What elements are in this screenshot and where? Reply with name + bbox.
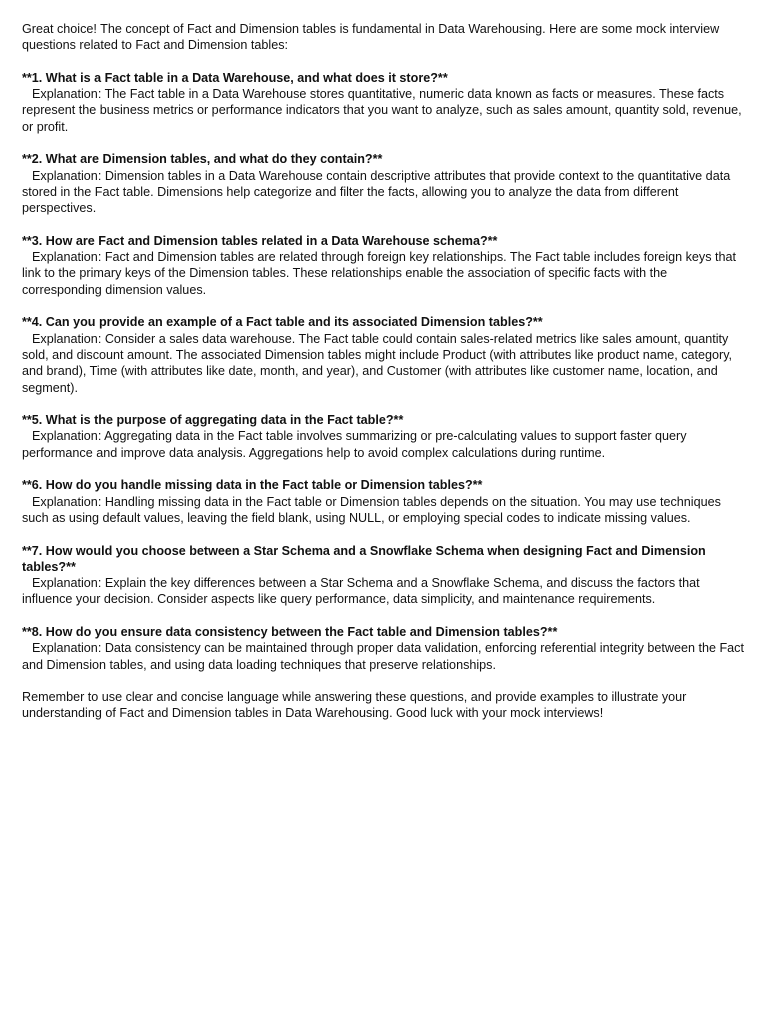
qa-item-5 — [22, 412, 750, 461]
answer-1-text: Explanation: The Fact table in a Data Warehouse stores quantitative, numeric data known as facts or measures. These facts represent the business metrics or performance indicators that you want to analyze, such as sales amount, quantity sold, revenue, or profit. — [22, 87, 742, 134]
intro-paragraph: Great choice! The concept of Fact and Dimension tables is fundamental in Data Warehousing. Here are some mock interview questions related to Fact and Dimension tables: — [22, 22, 720, 53]
answer-4-text: Explanation: Consider a sales data warehouse. The Fact table could contain sales-related metrics like sales amount, quantity sold, and discount amount. The associated Dimension tables might include Product (with attributes like product name, category, and brand), Time (with attributes like date, month, and year), and Customer (with attributes like customer name, location, and segment). — [22, 331, 733, 395]
answer-4 — [22, 331, 750, 396]
question-8: **8. How do you ensure data consistency between the Fact table and Dimension tables?** — [22, 624, 558, 639]
answer-7-text: Explanation: Explain the key differences between a Star Schema and a Snowflake Schema, and discuss the factors that influence your decision. Consider aspects like query performance, data simplicity, and maintenance requirements. — [22, 576, 700, 607]
qa-item-3 — [22, 233, 750, 298]
question-6: **6. How do you handle missing data in the Fact table or Dimension tables?** — [22, 478, 483, 493]
document-body — [22, 21, 750, 722]
answer-5-text: Explanation: Aggregating data in the Fact table involves summarizing or pre-calculating values to support faster query performance and improve data analysis. Aggregations help to avoid complex calculations during runtime. — [22, 429, 687, 460]
answer-2-text: Explanation: Dimension tables in a Data Warehouse contain descriptive attributes that provide context to the quantitative data stored in the Fact table. Dimensions help categorize and filter the facts, allowing you to analyze the data from different perspectives. — [22, 168, 731, 216]
qa-item-1 — [22, 70, 750, 135]
question-1: **1. What is a Fact table in a Data Warehouse, and what does it store?** — [22, 70, 448, 85]
answer-8 — [22, 640, 750, 673]
qa-item-8 — [22, 624, 750, 673]
qa-item-7 — [22, 543, 750, 608]
question-4: **4. Can you provide an example of a Fact table and its associated Dimension tables?** — [22, 315, 543, 330]
answer-3-text: Explanation: Fact and Dimension tables are related through foreign key relationships. The Fact table includes foreign keys that link to the primary keys of the Dimension tables. These relationships enable the association of specific facts with the corresponding dimension values. — [22, 250, 737, 297]
answer-3 — [22, 249, 750, 298]
answer-2 — [22, 168, 750, 217]
answer-6-text: Explanation: Handling missing data in the Fact table or Dimension tables depends on the situation. You may use techniques such as using default values, leaving the field blank, using NULL, or employing special codes to indicate missing values. — [22, 494, 721, 525]
qa-item-6 — [22, 477, 750, 526]
question-7: **7. How would you choose between a Star Schema and a Snowflake Schema when designing Fact and Dimension tables?** — [22, 543, 706, 574]
qa-item-2 — [22, 151, 750, 216]
question-5: **5. What is the purpose of aggregating data in the Fact table?** — [22, 413, 404, 428]
answer-7 — [22, 575, 750, 608]
answer-6 — [22, 494, 750, 527]
answer-1 — [22, 86, 750, 135]
closing-paragraph: Remember to use clear and concise language while answering these questions, and provide examples to illustrate your understanding of Fact and Dimension tables in Data Warehousing. Good luck with your mock interviews! — [22, 690, 687, 721]
answer-8-text: Explanation: Data consistency can be maintained through proper data validation, enforcing referential integrity between the Fact and Dimension tables, and using data loading techniques that preserve relationships. — [22, 641, 744, 672]
answer-5 — [22, 428, 750, 461]
question-2: **2. What are Dimension tables, and what do they contain?** — [22, 152, 383, 167]
qa-item-4 — [22, 314, 750, 395]
question-3: **3. How are Fact and Dimension tables related in a Data Warehouse schema?** — [22, 233, 498, 248]
